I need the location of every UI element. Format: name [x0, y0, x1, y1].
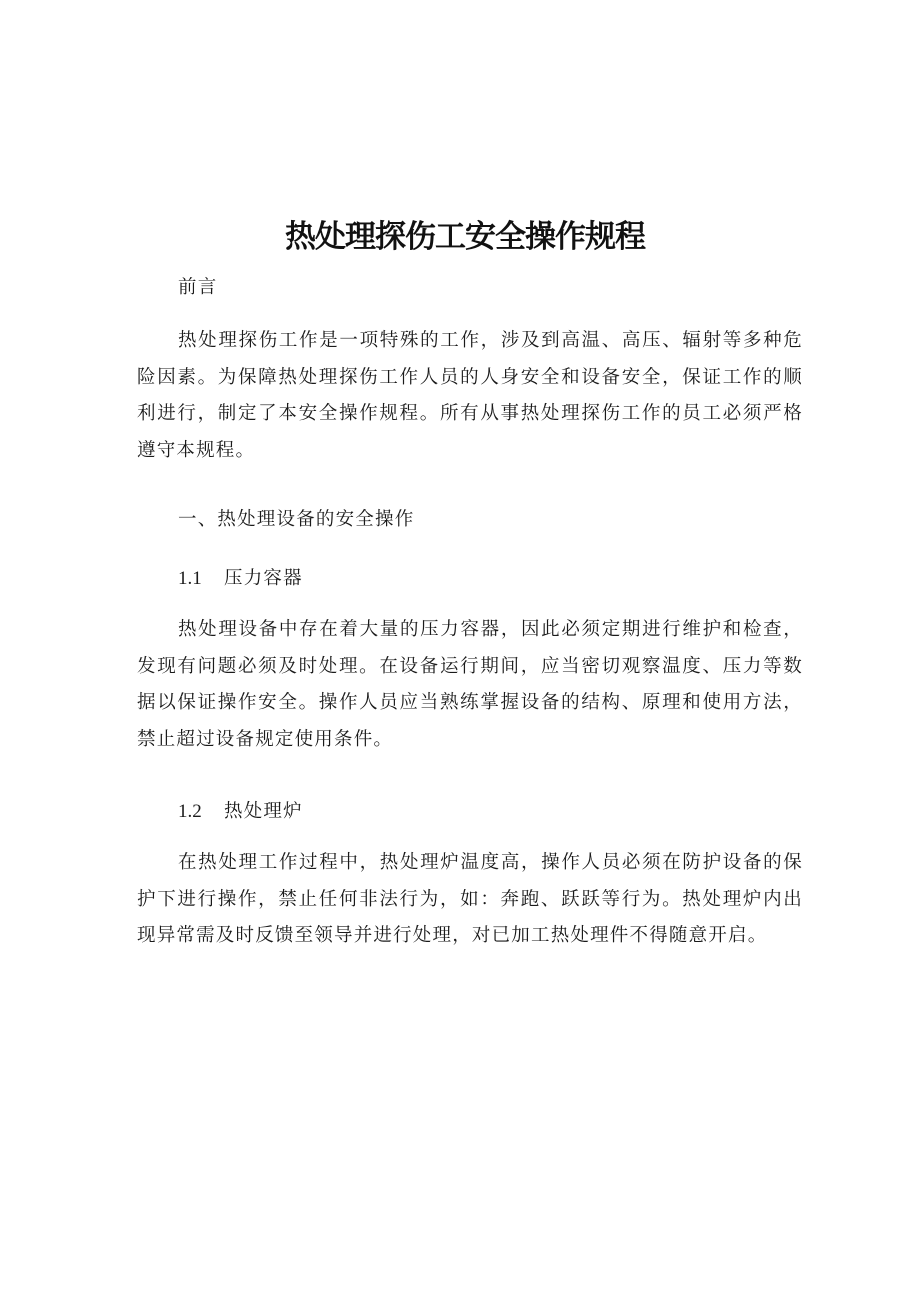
- subsection-1-1-paragraph: 热处理设备中存在着大量的压力容器，因此必须定期进行维护和检查，发现有问题必须及时处理。在设备运行期间，应当密切观察温度、压力等数据以保证操作安全。操作人员应当熟练掌握设备的结构、原理和使用方法，禁止超过设备规定使用条件。: [137, 619, 803, 751]
- preface-heading: 前言: [178, 277, 218, 298]
- subsection-1-1-heading: [178, 564, 303, 594]
- document-title: 热处理探伤工安全操作规程: [285, 219, 645, 255]
- subsection-1-1-title: 压力容器: [224, 568, 303, 589]
- subsection-1-1-number: 1.1: [178, 568, 202, 589]
- subsection-1-2-number: 1.2: [178, 801, 202, 822]
- subsection-1-2-title: 热处理炉: [224, 801, 303, 822]
- subsection-1-2-paragraph: 在热处理工作过程中，热处理炉温度高，操作人员必须在防护设备的保护下进行操作，禁止任何非法行为，如：奔跑、跃跃等行为。热处理炉内出现异常需及时反馈至领导并进行处理，对已加工热处理件不得随意开启。: [137, 852, 803, 947]
- section-1-heading: 一、热处理设备的安全操作: [178, 509, 415, 530]
- preface-paragraph: 热处理探伤工作是一项特殊的工作，涉及到高温、高压、辐射等多种危险因素。为保障热处理探伤工作人员的人身安全和设备安全，保证工作的顺利进行，制定了本安全操作规程。所有从事热处理探伤工作的员工必须严格遵守本规程。: [137, 330, 803, 462]
- subsection-1-2-heading: [178, 797, 303, 827]
